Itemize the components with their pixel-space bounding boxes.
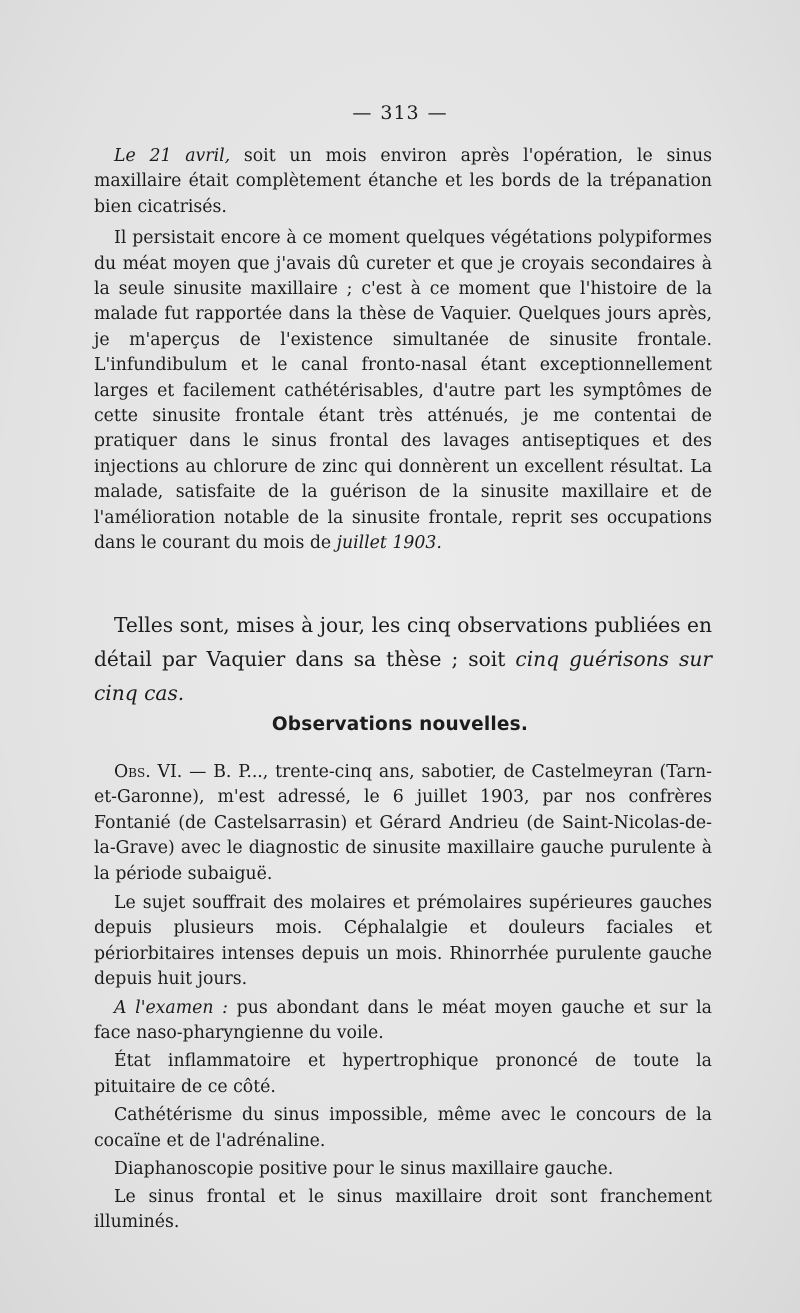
summary-section <box>94 608 712 710</box>
observation-paragraph-5: Cathétérisme du sinus impossible, même avec le concours de la cocaïne et de l'adrénaline. <box>94 1105 712 1151</box>
page-number-value: 313 <box>380 102 420 124</box>
intro-date: Le 21 avril, <box>114 146 231 166</box>
observation-paragraph-1: Obs. VI. — B. P..., trente-cinq ans, sabotier, de Castelmeyran (Tarn-et-Garonne), m'est adressé, le 6 juillet 1903, par nos confrères Fontanié (de Castelsarrasin) et Gérard Andrieu (de Saint-Nicolas-de-la-Grave) avec le diagnostic de sinusite maxillaire gauche purulente à la période subaiguë. <box>94 762 712 884</box>
observation-label: Obs. VI. <box>114 762 183 782</box>
observation-paragraph-3: A l'examen : pus abondant dans le méat moyen gauche et sur la face naso-pharyngienne du voile. <box>94 997 712 1044</box>
intro-paragraph-1: Le 21 avril, soit un mois environ après l'opération, le sinus maxillaire était complètement étanche et les bords de la trépanation bien cicatrisés. <box>94 146 712 217</box>
intro-date-july: juillet 1903. <box>336 533 442 554</box>
observation-paragraph-2: Le sujet souffrait des molaires et prémolaires supérieures gauches depuis plusieurs mois. Céphalalgie et douleurs faciales et périorbitaires intenses depuis un mois. Rhinorrhée purulente gauche depuis huit jours. <box>94 893 712 990</box>
exam-label: A l'examen : <box>114 997 228 1018</box>
page-number-dash-left: — <box>352 102 373 124</box>
section-heading: Observations nouvelles. <box>271 714 529 735</box>
summary-emphasis: cinq guérisons sur cinq cas. <box>94 647 712 705</box>
observation-paragraph-6: Diaphanoscopie positive pour le sinus maxillaire gauche. <box>114 1159 614 1180</box>
summary-paragraph: Telles sont, mises à jour, les cinq observations publiées en détail par Vaquier dans sa thèse ; soit cinq guérisons sur cinq cas. <box>94 613 712 705</box>
page-number-dash-right: — <box>427 102 448 124</box>
observation-paragraph-7: Le sinus frontal et le sinus maxillaire droit sont franchement illuminés. <box>94 1186 712 1232</box>
observation-section <box>94 760 712 1235</box>
intro-paragraph-2: Il persistait encore à ce moment quelques végétations polypiformes du méat moyen que j'avais dû cureter et que je croyais secondaires à la seule sinusite maxillaire ; c'est à ce moment que l'histoire de la malade fut rapportée dans la thèse de Vaquier. Quelques jours après, je m'aperçus de l'existence simultanée de sinusite frontale. L'infundibulum et le canal fronto-nasal étant exceptionnellement larges et facilement cathétérisables, d'autre part les symptômes de cette sinusite frontale étant très atténués, je me contentai de pratiquer dans le sinus frontal des lavages antiseptiques et des injections au chlorure de zinc qui donnèrent un excellent résultat. La malade, satisfaite de la guérison de la sinusite maxillaire et de l'amélioration notable de la sinusite frontale, reprit ses occupations dans le courant du mois de juillet 1903. <box>94 228 712 554</box>
intro-section <box>94 144 712 557</box>
observation-paragraph-4: État inflammatoire et hypertrophique prononcé de toute la pituitaire de ce côté. <box>94 1051 712 1097</box>
page-number <box>0 102 800 124</box>
